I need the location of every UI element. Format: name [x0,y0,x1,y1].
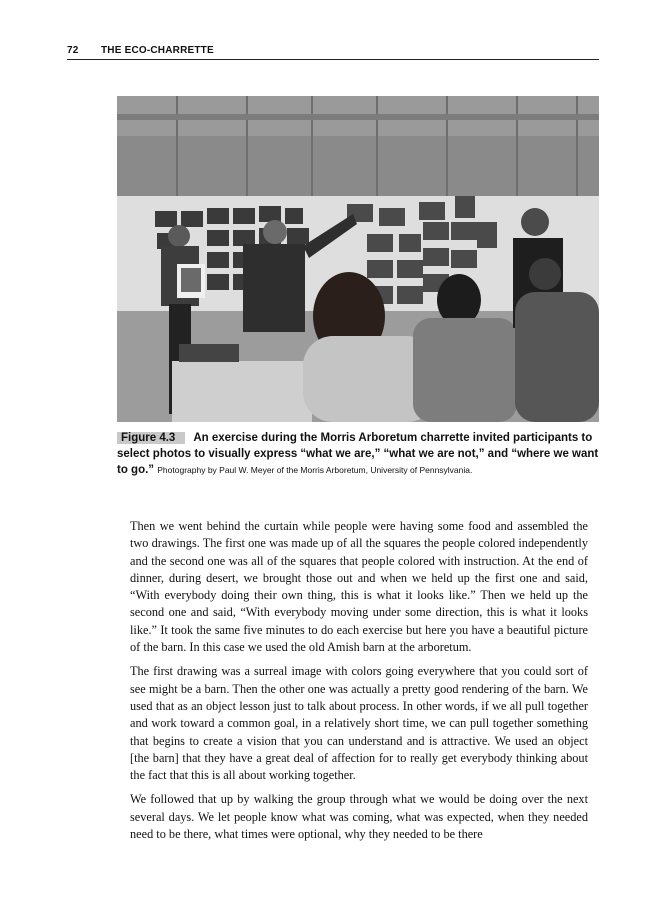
figure-caption-text: An exercise during the Morris Arboretum charrette invited participants to select photos to visually express “what we are,” “what we are not,” and “where we want to go.” [117,432,599,476]
figure-caption [117,430,599,478]
running-head-title: THE ECO-CHARRETTE [101,45,214,56]
paragraph: Then we went behind the curtain while people were having some food and assembled the two drawings. The first one was made up of all the squares the people colored independently and the second one was all of the squares that people colored with instruction. At the end of dinner, during desert, we brought those out and when we held up the first one and said, “With everybody doing their own thing, this is what it looks like.” Then we held up the second one and said, “With everybody moving under some direction, this is what it looks like.” It took the same five minutes to do each exercise but here you have a beautiful picture of the barn. In this case we used the old Amish barn at the arboretum. [130,519,588,655]
paragraph: The first drawing was a surreal image with colors going everywhere that you could sort of see might be a barn. Then the other one was actually a pretty good rendering of the barn. We used that as an object lesson just to talk about process. In other words, if we all pull together and work toward a common goal, in a relatively short time, we can pull together something that begins to create a vision that you can understand and is attractive. We used an object [the barn] that they have a great deal of affection for to really get everybody thinking about the fact that this is all about working together. [130,664,588,783]
paragraph: We followed that up by walking the group through what we would be doing over the next several days. We let people know what was coming, what was expected, when they needed need to be there, what times were optional, why they needed to be there [130,792,588,842]
page-number: 72 [67,45,79,56]
body-text [130,518,588,850]
running-head [67,45,599,60]
figure-photo [117,96,599,422]
figure-label: Figure 4.3 [117,432,185,444]
figure-credit: Photography by Paul W. Meyer of the Morris Arboretum, University of Pennsylvania. [157,465,473,475]
